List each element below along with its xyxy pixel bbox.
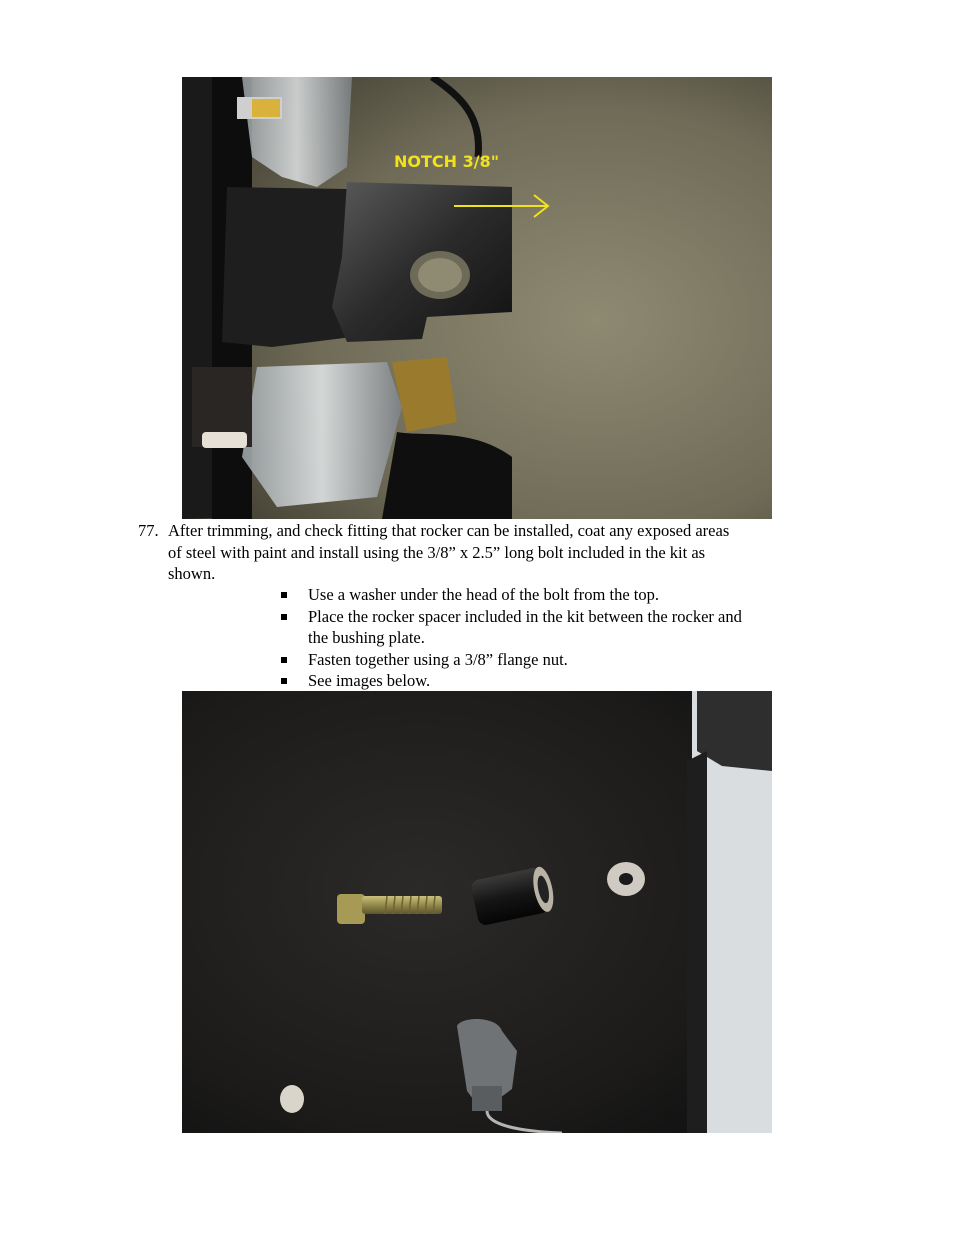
step-number: 77. (138, 521, 159, 540)
hardware-parts-photo (182, 691, 772, 1133)
step-instruction (168, 520, 828, 585)
bullet-item (280, 606, 828, 649)
bracket-notch-photo (182, 77, 772, 519)
washer (607, 862, 645, 896)
notch-annotation-label: NOTCH 3/8" (394, 152, 500, 171)
bullet-line: Fasten together using a 3/8” flange nut. (308, 649, 568, 669)
bullet-line: Use a washer under the head of the bolt from the top. (308, 585, 659, 604)
bullet-item (280, 584, 828, 606)
step-line: shown. (168, 564, 216, 583)
square-bullet-icon (281, 592, 287, 598)
step-bullet-list (280, 584, 828, 692)
square-bullet-icon (281, 657, 287, 663)
square-bullet-icon (281, 614, 287, 620)
bullet-item (280, 670, 828, 692)
step-line: After trimming, and check fitting that rocker can be installed, coat any exposed areas (168, 521, 730, 540)
step-line: of steel with paint and install using the 3/8” x 2.5” long bolt included in the kit as (168, 542, 706, 562)
bullet-line: Place the rocker spacer included in the kit between the rocker and (308, 606, 742, 626)
square-bullet-icon (281, 678, 287, 684)
bullet-line: the bushing plate. (308, 628, 425, 647)
bullet-line: See images below. (308, 671, 431, 690)
bullet-item (280, 649, 828, 671)
